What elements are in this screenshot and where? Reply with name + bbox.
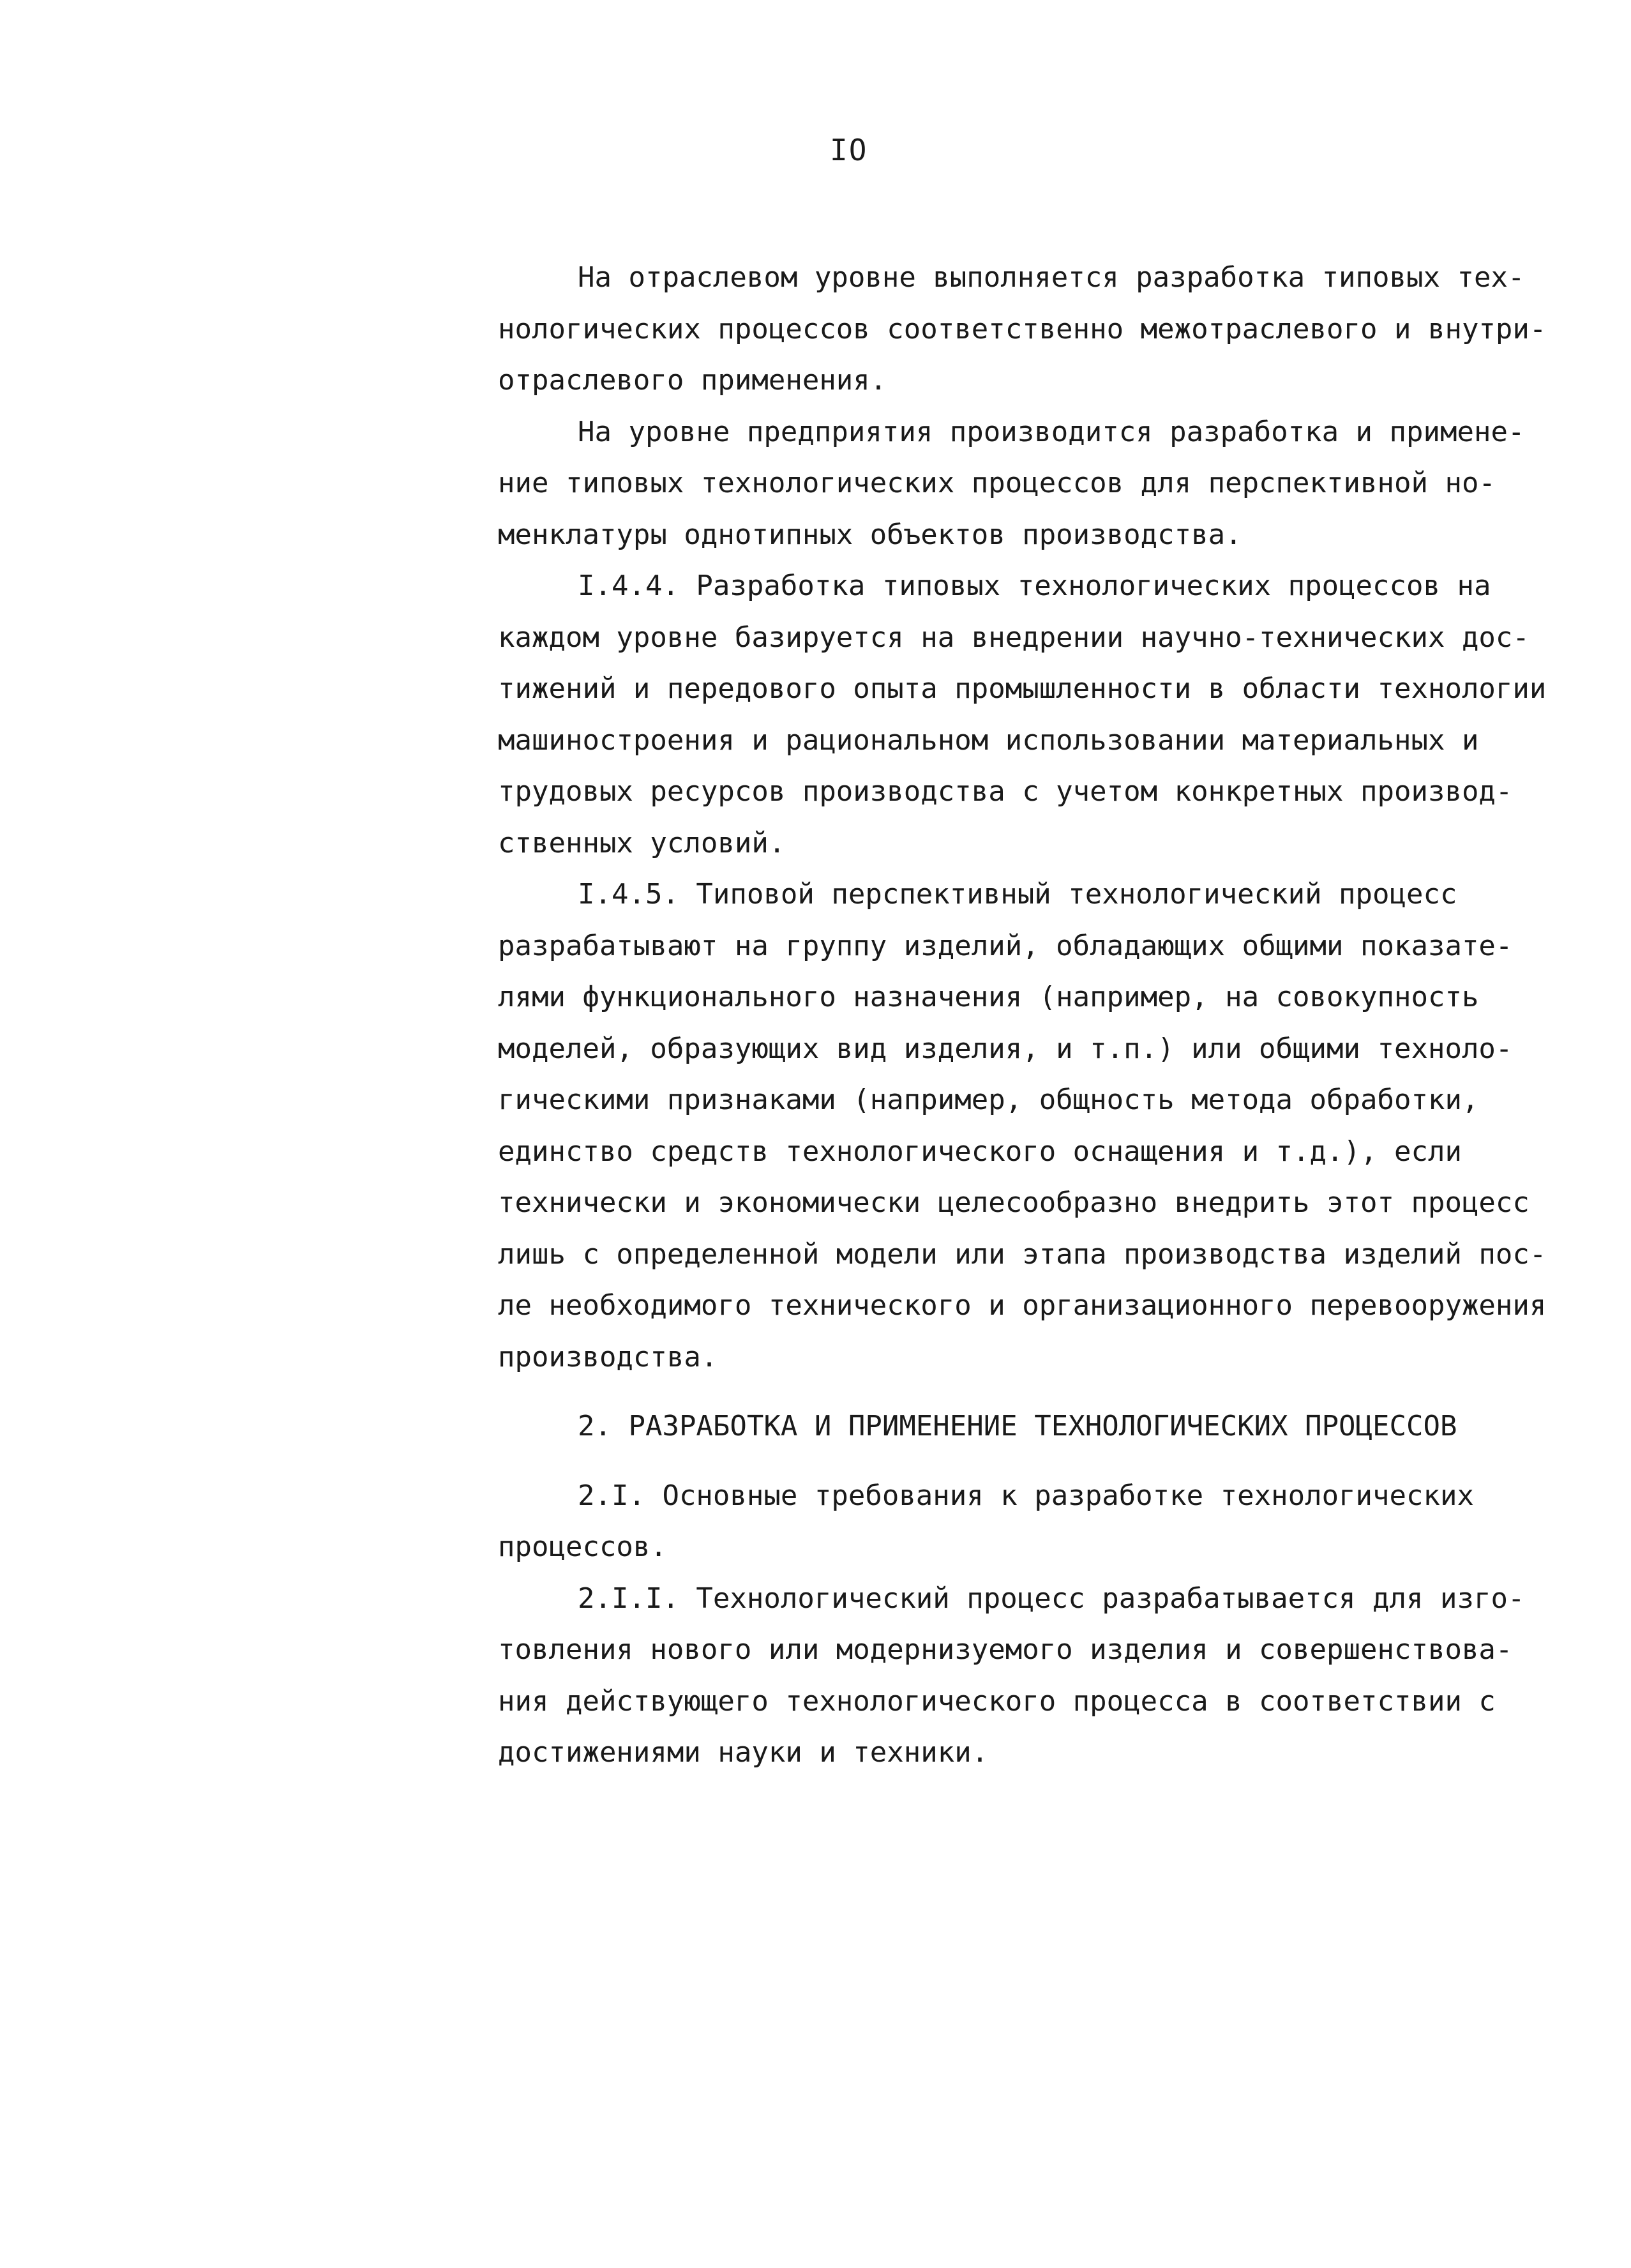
- paragraph-line: На уровне предприятия производится разработка и примене-: [578, 415, 1525, 448]
- paragraph-line: ния действующего технологического процесса в соответствии с: [498, 1684, 1496, 1718]
- page-number: IO: [830, 133, 868, 167]
- paragraph-line: технически и экономически целесообразно внедрить этот процесс: [498, 1186, 1530, 1219]
- paragraph-line: моделей, образующих вид изделия, и т.п.) или общими техноло-: [498, 1032, 1513, 1065]
- body-text: [498, 252, 1547, 1779]
- paragraph-line: 2.I. Основные требования к разработке технологических: [578, 1479, 1474, 1512]
- paragraph-line: ле необходимого технического и организационного перевооружения: [498, 1289, 1547, 1322]
- paragraph-line: I.4.5. Типовой перспективный технологический процесс: [578, 878, 1457, 911]
- paragraph-line: лишь с определенной модели или этапа производства изделий пос-: [498, 1237, 1547, 1271]
- paragraph-line: трудовых ресурсов производства с учетом конкретных производ-: [498, 775, 1513, 808]
- paragraph-line: менклатуры однотипных объектов производства.: [498, 518, 1242, 551]
- paragraph-line: каждом уровне базируется на внедрении научно-технических дос-: [498, 621, 1530, 654]
- paragraph-line: лями функционального назначения (например, на совокупность: [498, 981, 1479, 1013]
- paragraph-line: гическими признаками (например, общность метода обработки,: [498, 1084, 1479, 1116]
- paragraph-line: процессов.: [498, 1531, 667, 1563]
- paragraph-line: машиностроения и рациональном использовании материальных и: [498, 723, 1479, 757]
- paragraph-line: тижений и передового опыта промышленности в области технологии: [498, 672, 1547, 705]
- paragraph-line: 2.I.I. Технологический процесс разрабатывается для изго-: [578, 1582, 1525, 1615]
- paragraph-line: ственных условий.: [498, 826, 786, 859]
- paragraph-line: единство средств технологического оснащения и т.д.), если: [498, 1135, 1462, 1168]
- paragraph-line: I.4.4. Разработка типовых технологических процессов на: [578, 570, 1491, 602]
- section-heading: 2. РАЗРАБОТКА И ПРИМЕНЕНИЕ ТЕХНОЛОГИЧЕСКИХ ПРОЦЕССОВ: [578, 1410, 1457, 1442]
- paragraph-line: ние типовых технологических процессов для перспективной но-: [498, 467, 1496, 499]
- paragraph-line: нологических процессов соответственно межотраслевого и внутри-: [498, 312, 1547, 345]
- paragraph-line: На отраслевом уровне выполняется разработка типовых тех-: [578, 261, 1525, 294]
- paragraph-line: товления нового или модернизуемого изделия и совершенствова-: [498, 1633, 1513, 1666]
- paragraph-line: производства.: [498, 1340, 718, 1373]
- paragraph-line: отраслевого применения.: [498, 364, 887, 397]
- paragraph-line: достижениями науки и техники.: [498, 1736, 989, 1769]
- paragraph-line: разрабатывают на группу изделий, обладающих общими показате-: [498, 929, 1513, 962]
